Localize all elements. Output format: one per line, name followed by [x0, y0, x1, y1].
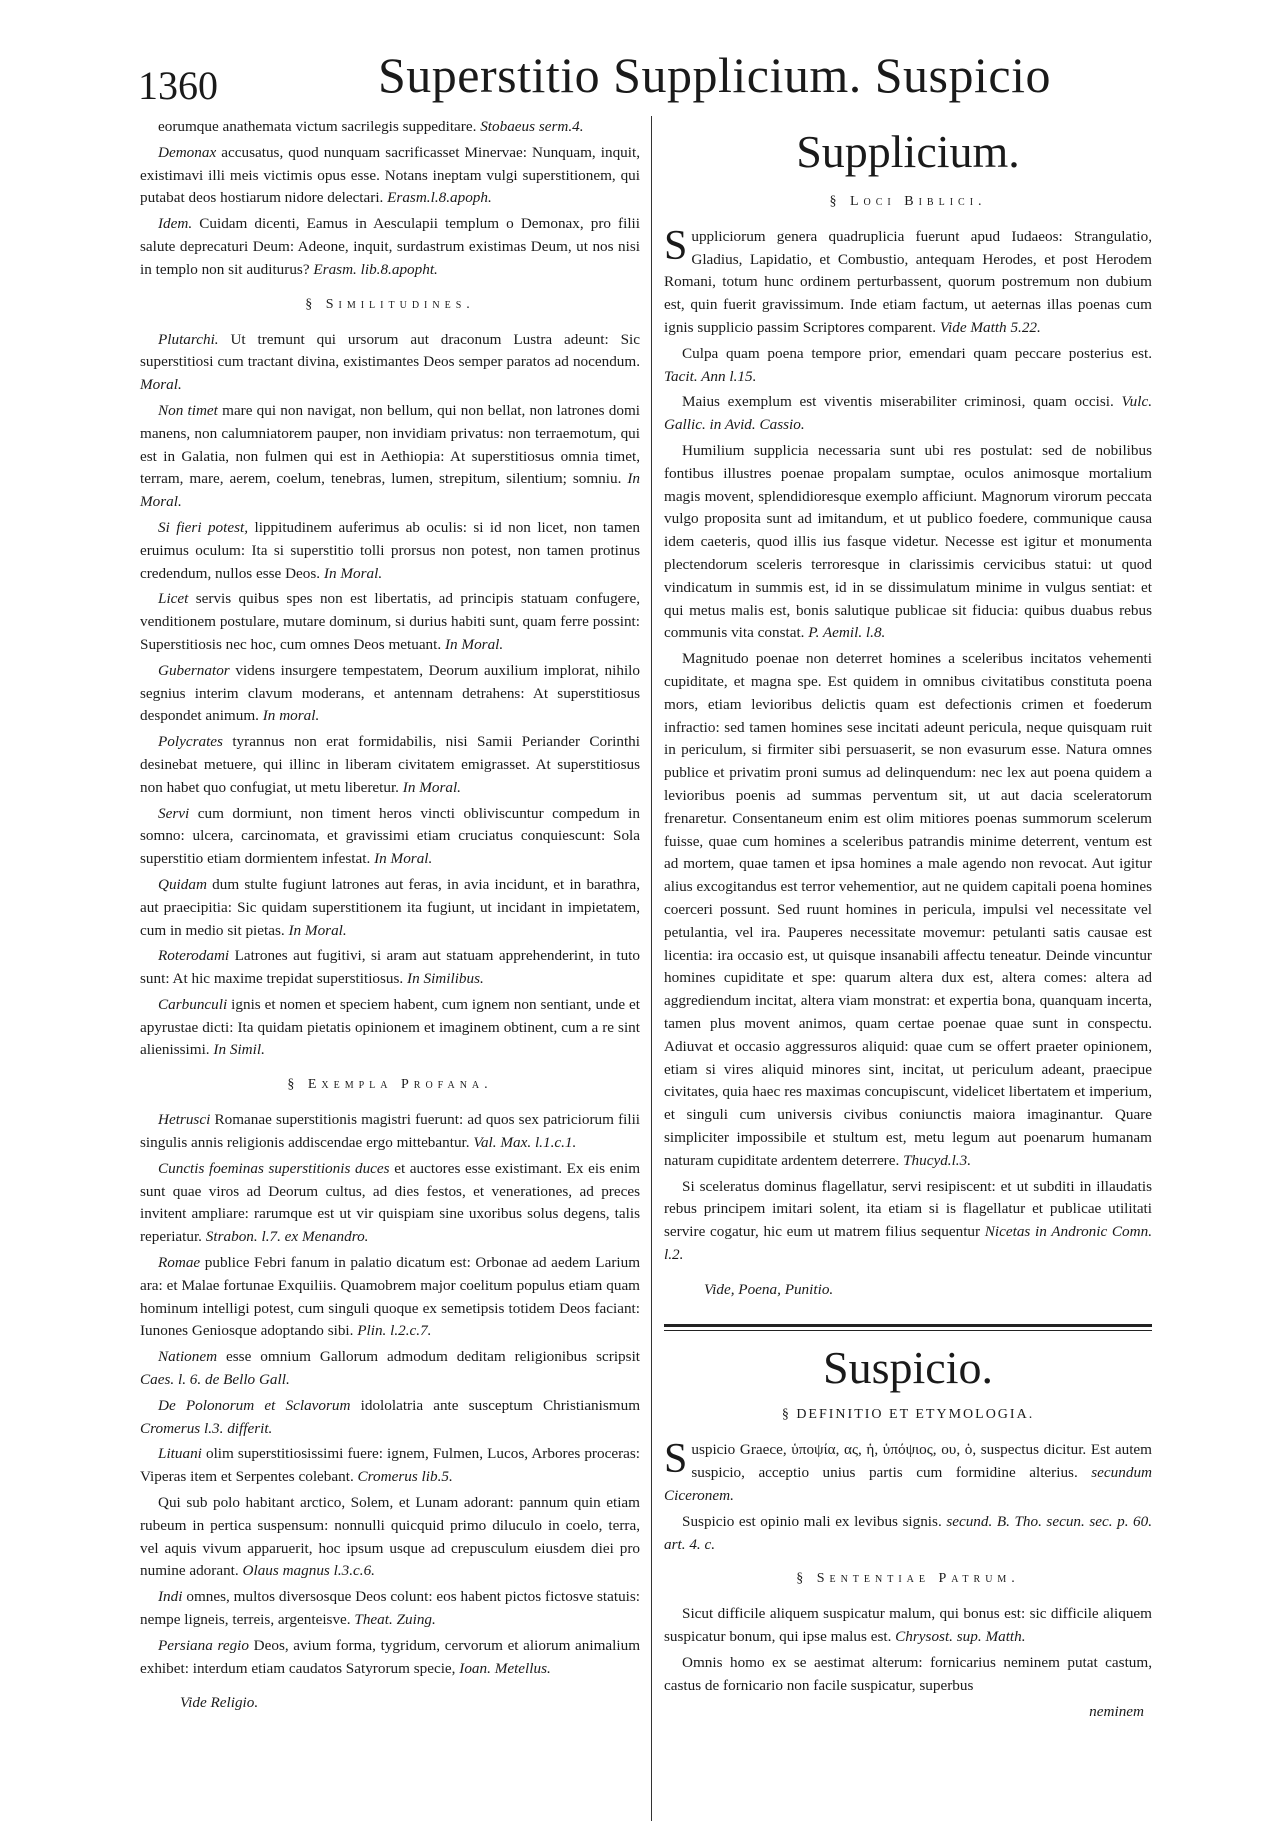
spacer: [664, 1302, 1152, 1324]
entry-title-supplicium: Supplicium.: [796, 126, 1020, 177]
entry-paragraph: Plutarchi. Ut tremunt qui ursorum aut draconum Lustra adeunt: Sic superstitiosi cum tractant divina, existimantes Deos semper paratos ad nocendum. Moral.: [140, 330, 640, 394]
entry-paragraph: Persiana regio Deos, avium forma, tygridum, cervorum et aliorum animalium exhibet: interdum etiam caudatos Satyrorum specie, Ioan. Metellus.: [140, 1636, 641, 1677]
entry-paragraph: Magnitudo poenae non deterret homines a sceleribus incitatos vehementi cupiditate, et magna spe. Est quidem in omnibus civitatibus constituta poena mors, etiam levioribus delictis quam est defectionis crimen et foederum infractio: sed tamen homines sese incitati adeunt pericula, neque quisquam ruit in periculum, si firmiter sibi persuaserit, se non evasurum esse. Natura omnes publice et privatim proni sumus ad delinquendum: nec lex aut poena quidem a levioribus poenis ad summas perventum sit, ut aut dacia sceleratorum frenaretur. Consentaneum enim est olim mitiores poenas summorum scelerum fuisse, quae cum homines a sceleribus patrandis minime deterrent, ventum est ad mortem, quae tamen et ipsa homines a male agendo non revocat. Aut igitur alius excogitandus est terror vehementior, aut ne quidem capitali poena homines coerceri possunt. Sed ruunt homines in pericula, impulsi vel necessitate vel petulantia, vel ira. Pauperes necessitate movemur: petulanti satis causae est licentia: ira occasio est, ut quisque insanabili affectu teneatur. Deinde vincuntur homines cupiditate et spe: quarum altera dux est, altera comes: altera ad aggrediendum incitat, altera viam monstrat: et expertia bona, quanquam incerta, tamen plus movent animos, quam certae poenae quae sunt in conspectu. Adiuvat et occasio aggressuros aliquid: quae cum se offert praeter opinionem, etiam si vires aliquid minores sint, incitat, ut periculum adeant, praecipue civitates, quia haec res maximas concupiscunt, videlicet libertatem et imperium, et singuli cum universis civibus coniunctis maiora imaginantur. Quare simpliciter impossibile et stultum est, metu legum aut poenarum humanam naturam cupiditate ardentem deterrere. Thucyd.l.3.: [664, 650, 1152, 1169]
intro-paragraph: Idem. Cuidam dicenti, Eamus in Aesculapii templum o Demonax, pro filii salute deprecaturi Deum: Adeone, inquit, surdastrum existimas Deum, ut nos nisi in templo non sit auditurus? Erasm. lib.8.apopht.: [140, 215, 640, 278]
entry-paragraph: Romae publice Febri fanum in palatio dicatum est: Orbonae ad aedem Larium ara: et Malae fortunae Exquiliis. Quamobrem major coelitum populus etiam quam hominum intelligi potest, cum singuli quoque ex semetipsis totidem Deos faciant: Iunones Geniosque adoptando sibi. Plin. l.2.c.7.: [140, 1254, 641, 1340]
left-column: [140, 116, 640, 1715]
drop-cap: S: [664, 222, 688, 269]
section-rule: [664, 1324, 1152, 1332]
entry-paragraph: Si sceleratus dominus flagellatur, servi resipiscent: et ut subditi in illaudatis rebus principem imitari solent, ita etiam si is flagellatur et publicae utilitati servire cogatur, hic eum ut matrem filius sequentur Nicetas in Andronic Comn. l.2.: [664, 1177, 1153, 1263]
entry-paragraph: Cunctis foeminas superstitionis duces et auctores esse existimant. Ex eis enim sunt quae viros ad Deorum cultus, ad dies festos, et venerationes, ad preces invitent ampliare: rarumque est ut vir quispiam sine uxoribus solus degens, talis reperiatur. Strabon. l.7. ex Menandro.: [140, 1159, 641, 1246]
intro-paragraph: eorumque anathemata victum sacrilegis suppeditare. Stobaeus serm.4.: [158, 118, 584, 135]
entry-paragraph: Roterodami Latrones aut fugitivi, si aram aut statuam apprehenderint, in tuto sunt: At hic maxime trepidat superstitiosus. In Similibus.: [140, 947, 640, 988]
entry-paragraph: Suppliciorum genera quadruplicia fuerunt apud Iudaeos: Strangulatio, Gladius, Lapidatio, et Combustio, antequam Herodes, et post Herodem Romani, totum hunc ordinem perturbassent, quorum postremum non dubium est, quin fuerit gravissimum. Inde etiam factum, ut aeternas illas poenas cum ignis supplicio passim Scriptores comparent. Vide Matth 5.22.: [664, 222, 1152, 337]
section-heading-exempla: § Exempla Profana.: [287, 1077, 493, 1093]
sententiae-block: [664, 1603, 1152, 1697]
entry-paragraph: Nationem esse omnium Gallorum admodum deditam religionibus scripsit Caes. l. 6. de Bello Gall.: [140, 1348, 641, 1389]
entry-paragraph: Carbunculi ignis et nomen et speciem habent, cum ignem non sentiant, unde et apyrustae dicti: Ita quidam pietatis opinionem et imaginem obtinent, cum a re sint alienissimi. In Simil.: [140, 995, 640, 1059]
cross-reference: Vide Religio.: [180, 1694, 259, 1712]
entry-paragraph: Hetrusci Romanae superstitionis magistri fuerunt: ad quos sex patriciorum filii singulis annis religionis addiscendae ergo mittebantur. Val. Max. l.1.c.1.: [140, 1111, 641, 1152]
entry-paragraph: Licet servis quibus spes non est libertatis, ad principis statuam confugere, venditionem postulare, mutare dominum, si durius habiti sunt, quam ferre possint: Superstitiosis nec hoc, cum omnes Deos metuant. In Moral.: [140, 590, 640, 653]
entry-paragraph: Si fieri potest, lippitudinem auferimus ab oculis: si id non licet, non tamen eruimus oculum: Ita si superstitio tolli prorsus non potest, non tamen protinus credendum, nullos esse Deos. In Moral.: [140, 518, 640, 582]
entry-paragraph: Servi cum dormiunt, non timent heros vincti obliviscuntur compedum in somno: ulcera, carcinomata, et gravissimi etiam cruciatus conquiescunt: Sola superstitio etiam dormientem infestat. In Moral.: [140, 804, 640, 868]
loci-block: [664, 222, 1153, 1267]
exempla-block: [140, 1109, 640, 1680]
entry-paragraph: Culpa quam poena tempore prior, emendari quam peccare posterius est. Tacit. Ann l.15.: [664, 344, 1152, 385]
entry-paragraph: Polycrates tyrannus non erat formidabilis, nisi Samii Periander Corinthi desinebat metuere, qui illinc in liberam civitatem emigrasset. At superstitiosus non habet quo confugiat, ut metu liberetur. In Moral.: [140, 733, 640, 796]
entry-title-suspicio: Suspicio.: [823, 1341, 993, 1393]
section-heading-definitio: § DEFINITIO ET ETYMOLOGIA.: [781, 1407, 1035, 1423]
entry-paragraph: Qui sub polo habitant arctico, Solem, et Lunam adorant: pannum quin etiam rubeum in pertica suspensum: nonnulli quicquid primo diluculo in coelo, terra, vel aquis vivum apparuerit, hoc ipsum usque ad crepusculum eiusdem diei pro numine adorant. Olaus magnus l.3.c.6.: [140, 1494, 640, 1580]
cross-reference: Vide, Poena, Punitio.: [704, 1280, 834, 1298]
section-heading-sententiae: § Sententiae Patrum.: [796, 1571, 1020, 1587]
entry-paragraph: Suspicio Graece, ὑποψία, ας, ἡ, ὑπόψιος, ου, ὁ, suspectus dicitur. Est autem suspicio, acceptio unius partis cum formidine alterius. secundum Ciceronem.: [664, 1436, 1153, 1505]
section-heading-similitudines: § Similitudines.: [305, 296, 475, 312]
entry-paragraph: Quidam dum stulte fugiunt latrones aut feras, in avia incidunt, et in barathra, aut praecipitia: Sic quidam superstitionem ita fugiunt, ut incidant in impietatem, cum in medio sit pietas. In Moral.: [140, 875, 640, 939]
right-column: [664, 116, 1152, 1723]
entry-paragraph: Humilium supplicia necessaria sunt ubi res postulat: sed de nobilibus fontibus illustres poenae propalam sumptae, oculos animosque mortalium magis movent, splendidioresque exemplo afficiunt. Magnorum virorum peccata vulgo proposita sunt ad imitandum, et ut publico foedere, communique causa idem caeteris, quod illis ius fasque videtur. Necesse est igitur et monumenta plectendorum sceleris terroresque in clarissimis cervicibus statui: ut quod vindicatum in summis est, id in se dissimulatum minime in vulgus sentiat: et qui metus malis est, bonis salutique publicae sit fiducia: quibus duabus rebus communis vita constat. P. Aemil. l.8.: [664, 442, 1152, 642]
entry-paragraph: Indi omnes, multos diversosque Deos colunt: eos habent pictos fictosve statuis: nempe ligneis, terreis, argenteisve. Theat. Zuing.: [140, 1588, 641, 1629]
entry-paragraph: Non timet mare qui non navigat, non bellum, qui non bellat, non latrones domi manens, non calumniatorem pauper, non invidiam privatus: non terraemotum, qui est in Galatia, non fulmen qui est in Aethiopia: At superstitiosus omnia timet, terram, mare, aerem, coelum, tenebras, lumen, strepitum, silentium; somniu. In Moral.: [140, 401, 641, 511]
definitio-block: [664, 1436, 1153, 1556]
column-divider: [651, 116, 652, 1821]
page-number: 1360: [138, 63, 218, 108]
entry-paragraph: Maius exemplum est viventis miserabiliter criminosi, quam occisi. Vulc. Gallic. in Avid. Cassio.: [664, 393, 1152, 434]
entry-paragraph: Omnis homo ex se aestimat alterum: fornicarius neminem putat castum, castus de fornicario non facile suspicatur, superbus: [664, 1654, 1152, 1694]
intro-block: [140, 116, 640, 282]
entry-paragraph: Gubernator videns insurgere tempestatem, Deorum auxilium implorat, nihilo segnius interim clavum moderans, et antennam detrahens: At superstitiosus despondet animum. In moral.: [140, 661, 640, 725]
drop-cap: S: [664, 1436, 688, 1483]
entry-paragraph: De Polonorum et Sclavorum idololatria ante susceptum Christianismum Cromerus l.3. differit.: [140, 1396, 641, 1437]
entry-paragraph: Sicut difficile aliquem suspicatur malum, qui bonus est: sic difficile aliquem suspicatur bonum, qui ipse malus est. Chrysost. sup. Matth.: [664, 1605, 1152, 1646]
entry-paragraph: Suspicio est opinio mali ex levibus signis. secund. B. Tho. secun. sec. p. 60. art. 4. c.: [664, 1512, 1153, 1553]
catchword: neminem: [1089, 1702, 1144, 1720]
running-title: Superstitio Supplicium. Suspicio: [378, 47, 1051, 103]
similitudines-block: [140, 329, 640, 1063]
entry-paragraph: Lituani olim superstitiosissimi fuere: ignem, Fulmen, Lucos, Arbores proceras: Viperas item et Serpentes colebant. Cromerus lib.5.: [140, 1445, 640, 1486]
intro-paragraph: Demonax accusatus, quod nunquam sacrificasset Minervae: Nunquam, inquit, existimavi illi meis victimis opus esse. Notans ineptam vulgi superstitionem, qui putabat deos hostiarum nidore delectari. Erasm.l.8.apoph.: [140, 143, 640, 207]
section-heading-loci-biblici: § Loci Biblici.: [829, 193, 987, 209]
